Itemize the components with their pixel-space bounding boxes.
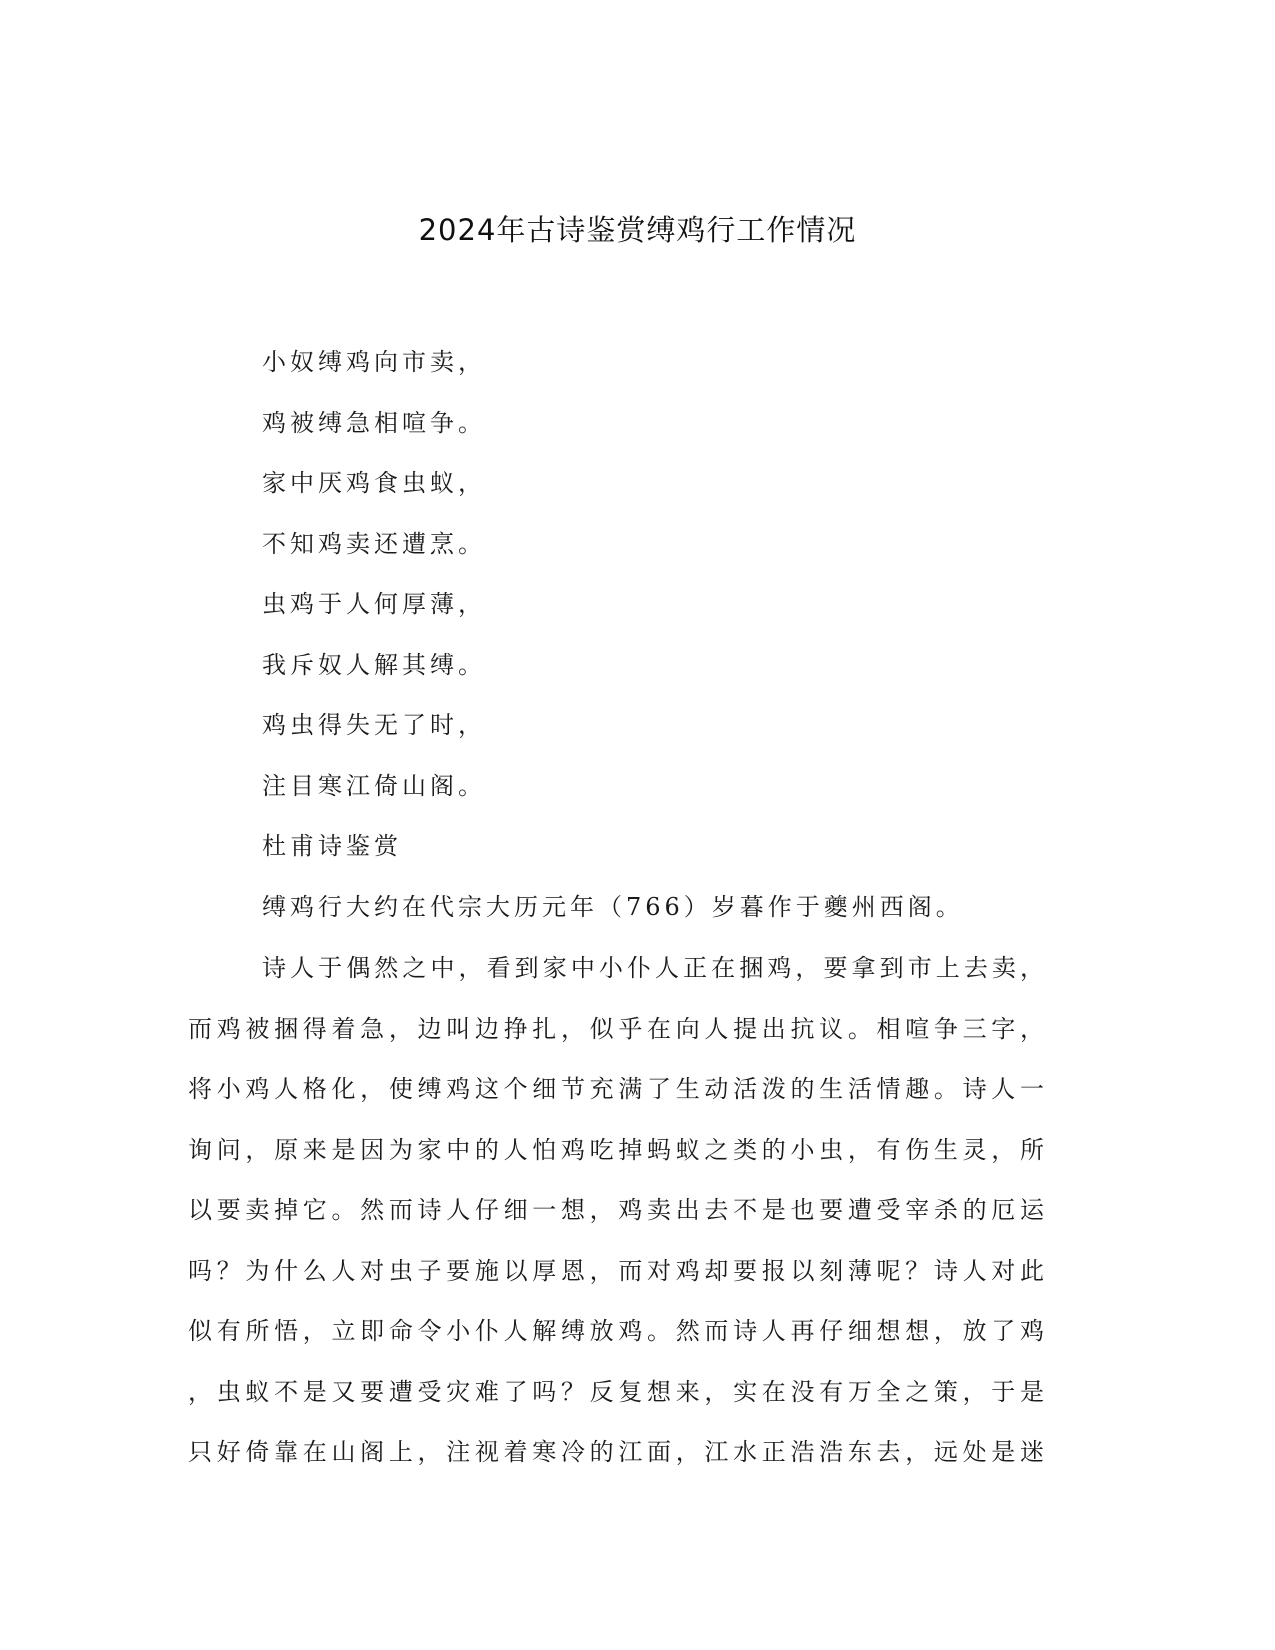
- poem-line: 家中厌鸡食虫蚁，: [262, 469, 486, 497]
- document-title: 2024年古诗鉴赏缚鸡行工作情况: [418, 213, 857, 247]
- paragraph-line: 似有所悟，立即命令小仆人解缚放鸡。然而诗人再仔细想想，放了鸡: [188, 1317, 1048, 1345]
- poem: [262, 332, 1112, 877]
- commentary-paragraph: [188, 938, 1048, 1483]
- poem-line: 鸡被缚急相喧争。: [262, 408, 486, 437]
- paragraph-line: 吗？为什么人对虫子要施以厚恩，而对鸡却要报以刻薄呢？诗人对此: [188, 1256, 1048, 1285]
- paragraph-line: 而鸡被捆得着急，边叫边挣扎，似乎在向人提出抗议。相喧争三字，: [188, 1014, 1048, 1043]
- poem-line: 虫鸡于人何厚薄，: [262, 590, 486, 618]
- paragraph-line: ，虫蚁不是又要遭受灾难了吗？反复想来，实在没有万全之策，于是: [188, 1377, 1048, 1406]
- paragraph-line: 诗人于偶然之中，看到家中小仆人正在捆鸡，要拿到市上去卖，: [262, 954, 1048, 982]
- paragraph-line: 询问，原来是因为家中的人怕鸡吃掉蚂蚁之类的小虫，有伤生灵，所: [188, 1135, 1048, 1164]
- poem-line: 不知鸡卖还遭烹。: [262, 529, 486, 558]
- poem-line: 注目寒江倚山阁。: [262, 771, 486, 800]
- poem-line: 小奴缚鸡向市卖，: [262, 348, 486, 376]
- section-heading: 杜甫诗鉴赏: [262, 832, 402, 860]
- poem-line: 我斥奴人解其缚。: [262, 650, 486, 679]
- poem-line: 鸡虫得失无了时，: [262, 711, 486, 739]
- paragraph-line: 将小鸡人格化，使缚鸡这个细节充满了生动活泼的生活情趣。诗人一: [188, 1075, 1048, 1103]
- intro-paragraph: 缚鸡行大约在代宗大历元年（766）岁暮作于夔州西阁。: [262, 893, 964, 921]
- paragraph-line: 以要卖掉它。然而诗人仔细一想，鸡卖出去不是也要遭受宰杀的厄运: [188, 1196, 1048, 1224]
- paragraph-line: 只好倚靠在山阁上，注视着寒冷的江面，江水正浩浩东去，远处是迷: [188, 1438, 1048, 1466]
